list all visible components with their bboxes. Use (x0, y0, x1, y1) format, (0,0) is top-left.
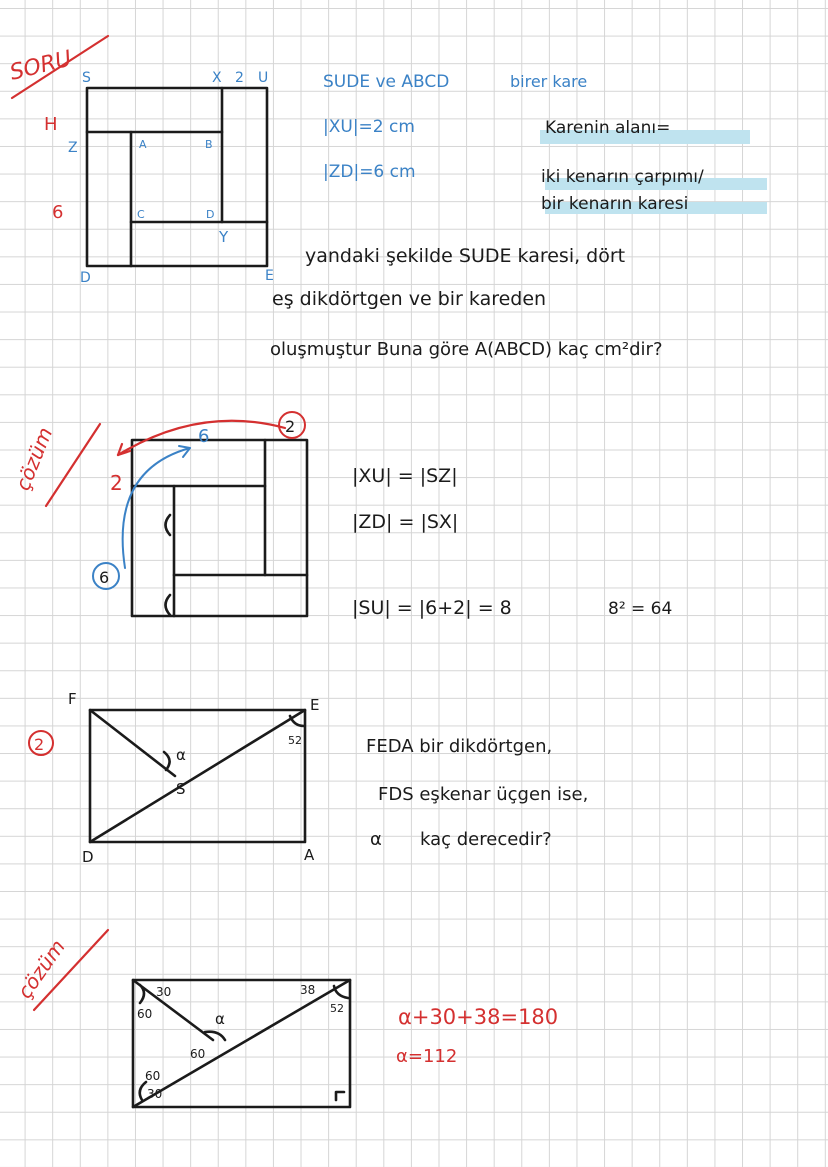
square-sude-solution (132, 440, 307, 616)
circled-two: 2 (285, 417, 296, 436)
q2-number-text: 2 (34, 735, 45, 754)
s2-b60: 60 (190, 1047, 206, 1061)
sol1-eq2: |ZD| = |SX| (352, 511, 459, 533)
solution1-figure (93, 412, 307, 616)
s2-alpha: α (215, 1010, 225, 1028)
label-Dsmall: D (206, 208, 215, 221)
label-A2: A (304, 846, 315, 864)
soru-text: SORU (7, 46, 75, 86)
left-two: 2 (110, 471, 123, 495)
square-sude (87, 88, 267, 266)
sol1-eq1: |XU| = |SZ| (352, 465, 458, 487)
area-note-2: iki kenarın çarpımı/ (541, 167, 704, 187)
statement-2: eş dikdörtgen ve bir kareden (272, 288, 547, 310)
label-six: 6 (52, 202, 64, 223)
solution2-text (396, 1005, 558, 1067)
sol2-eq2: α=112 (396, 1046, 458, 1067)
given-line1-a: SUDE ve ABCD (323, 72, 450, 92)
label-E: E (265, 268, 274, 284)
problem2-text (366, 736, 588, 850)
solution2-figure (133, 980, 350, 1107)
label-alpha: α (176, 746, 186, 764)
cozum1-text: çözüm (10, 423, 58, 494)
label-2: 2 (235, 70, 244, 86)
area-note-1: Karenin alanı= (545, 118, 671, 138)
p2-alpha: α (370, 829, 382, 850)
statement-3: oluşmuştur Buna göre A(ABCD) kaç cm²dir? (270, 339, 663, 360)
given-zd: |ZD|=6 cm (323, 162, 416, 182)
sol1-eq3: |SU| = |6+2| = 8 (352, 597, 512, 619)
solution1-text (352, 465, 672, 619)
problem1-figure (44, 70, 274, 286)
cozum1-label (10, 424, 100, 506)
area-note-3: bir kenarın karesi (541, 194, 689, 214)
circled-six: 6 (99, 568, 110, 587)
label-52: 52 (288, 734, 302, 747)
label-S2: S (176, 780, 186, 798)
problem2-figure (68, 690, 319, 866)
s2-a52: 52 (330, 1002, 344, 1015)
cozum2-label (12, 930, 108, 1010)
label-D2: D (82, 848, 94, 866)
label-F: F (68, 690, 77, 708)
label-S: S (82, 70, 91, 86)
given-line1-b: birer kare (510, 72, 588, 91)
sol1-eq4: 8² = 64 (608, 599, 673, 619)
statement-1: yandaki şekilde SUDE karesi, dört (305, 245, 626, 267)
top-six: 6 (198, 426, 210, 447)
s2-a30: 30 (156, 985, 172, 999)
cozum2-text: çözüm (12, 935, 70, 1003)
label-B: B (205, 138, 213, 151)
sol2-eq1: α+30+38=180 (398, 1005, 559, 1029)
label-U: U (258, 70, 269, 86)
label-X: X (212, 70, 222, 86)
label-C: C (137, 208, 145, 221)
p2-text-3: kaç derecedir? (420, 829, 552, 850)
label-H: H (44, 114, 58, 135)
label-E2: E (310, 696, 320, 714)
given-xu: |XU|=2 cm (323, 117, 415, 137)
q2-number (29, 731, 53, 755)
label-A: A (139, 138, 147, 151)
problem1-text (270, 72, 767, 360)
p2-text-1: FEDA bir dikdörtgen, (366, 736, 553, 757)
label-Y: Y (219, 228, 229, 246)
s2-c60: 60 (145, 1069, 161, 1083)
label-D: D (80, 270, 91, 286)
s2-a38: 38 (300, 983, 316, 997)
label-Z: Z (68, 140, 78, 156)
s2-c30: 30 (147, 1087, 163, 1101)
s2-a60: 60 (137, 1007, 153, 1021)
p2-text-2: FDS eşkenar üçgen ise, (378, 784, 589, 805)
